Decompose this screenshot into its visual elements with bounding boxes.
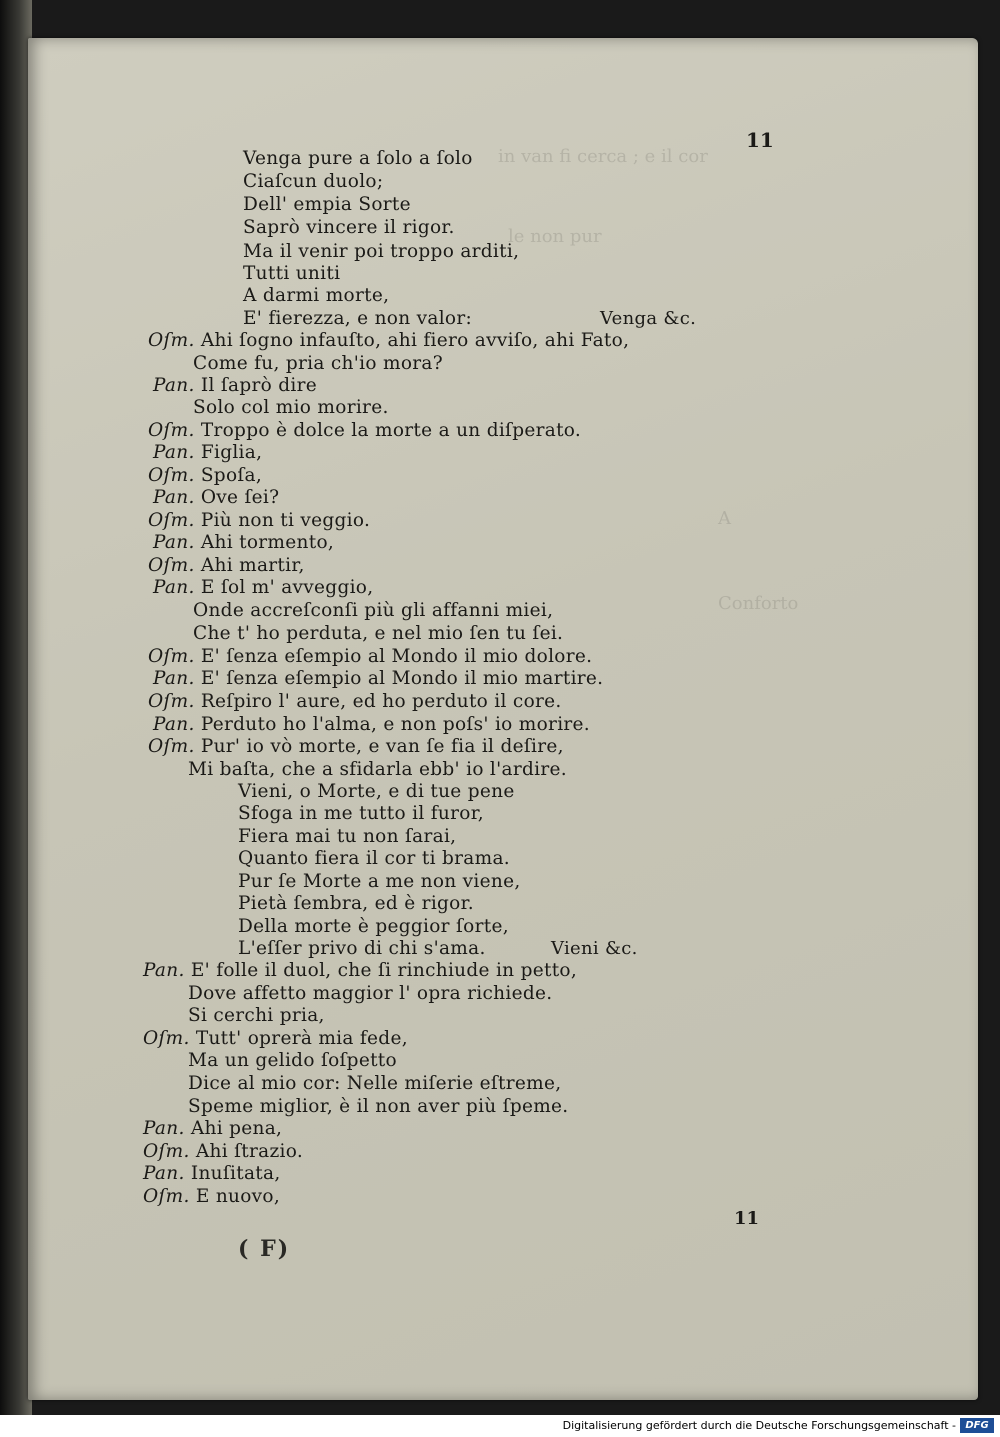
text-line bbox=[143, 960, 577, 982]
verse-text: Sfoga in me tutto il furor, bbox=[238, 803, 484, 824]
text-line bbox=[188, 983, 552, 1005]
speaker-label: Pan. bbox=[153, 375, 195, 396]
verse-text: Pur' io vò morte, e van ſe fia il deſire, bbox=[200, 736, 564, 757]
text-line bbox=[153, 442, 262, 464]
text-line bbox=[188, 1050, 397, 1072]
text-line bbox=[143, 1118, 282, 1140]
page-number: 11 bbox=[746, 128, 774, 152]
text-line bbox=[148, 646, 592, 668]
verse-text: Dell' empia Sorte bbox=[243, 194, 411, 215]
text-line bbox=[143, 1141, 303, 1163]
signature-mark: ( F) bbox=[238, 1236, 291, 1262]
speaker-label: Pan. bbox=[153, 532, 195, 553]
text-line bbox=[238, 781, 515, 803]
text-line bbox=[153, 714, 590, 736]
speaker-label: Oſm. bbox=[143, 1028, 190, 1049]
speaker-label: Oſm. bbox=[143, 1141, 190, 1162]
speaker-label: Pan. bbox=[153, 487, 195, 508]
text-line bbox=[153, 487, 279, 509]
text-line bbox=[193, 397, 389, 419]
verse-text: Speme miglior, è il non aver più ſpeme. bbox=[188, 1096, 569, 1117]
verse-text: Inuſitata, bbox=[190, 1163, 281, 1184]
verse-text: Mi baſta, che a sfidarla ebb' io l'ardire. bbox=[188, 759, 567, 780]
text-line bbox=[243, 241, 519, 263]
verse-text: E ſol m' avveggio, bbox=[200, 577, 374, 598]
text-line bbox=[143, 1186, 280, 1208]
verse-text: Della morte è peggior ſorte, bbox=[238, 916, 509, 937]
text-line bbox=[148, 465, 262, 487]
text-line bbox=[193, 353, 443, 375]
text-line bbox=[148, 691, 562, 713]
bleed-through: in van fi cerca ; e il cor bbox=[498, 146, 708, 167]
verse-text: Perduto ho l'alma, e non poſs' io morire. bbox=[200, 714, 590, 735]
text-line bbox=[238, 848, 510, 870]
verse-text: Quanto fiera il cor ti brama. bbox=[238, 848, 510, 869]
text-line bbox=[148, 330, 629, 352]
text-line bbox=[153, 375, 317, 397]
text-line bbox=[193, 600, 553, 622]
text-line bbox=[238, 871, 521, 893]
verse-text: Vieni, o Morte, e di tue pene bbox=[238, 781, 515, 802]
verse-text: Più non ti veggio. bbox=[200, 510, 371, 531]
verse-text: Tutti uniti bbox=[243, 263, 341, 284]
verse-text: Fiera mai tu non ſarai, bbox=[238, 826, 457, 847]
verse-text: Pietà ſembra, ed è rigor. bbox=[238, 893, 474, 914]
verse-text: E' fierezza, e non valor: bbox=[243, 308, 473, 329]
verse-text: E' ſenza eſempio al Mondo il mio martire. bbox=[200, 668, 604, 689]
speaker-label: Oſm. bbox=[148, 691, 195, 712]
speaker-label: Oſm. bbox=[148, 646, 195, 667]
text-line bbox=[243, 263, 340, 285]
text-line bbox=[153, 577, 373, 599]
verse-text: Ma il venir poi troppo arditi, bbox=[243, 241, 520, 262]
verse-text: Si cerchi pria, bbox=[188, 1005, 325, 1026]
verse-text: E' ſenza eſempio al Mondo il mio dolore. bbox=[200, 646, 593, 667]
text-line bbox=[243, 217, 455, 239]
speaker-label: Oſm. bbox=[148, 420, 195, 441]
verse-text: Dove affetto maggior l' opra richiede. bbox=[188, 983, 553, 1004]
catchword-mark: 11 bbox=[734, 1208, 760, 1229]
footer-bar bbox=[0, 1415, 1000, 1437]
speaker-label: Pan. bbox=[153, 714, 195, 735]
text-line bbox=[148, 555, 305, 577]
verse-text: L'eſſer privo di chi s'ama. bbox=[238, 938, 486, 959]
verse-text: Ma un gelido ſoſpetto bbox=[188, 1050, 397, 1071]
text-line bbox=[243, 308, 472, 330]
text-line bbox=[238, 826, 456, 848]
text-line bbox=[143, 1163, 281, 1185]
speaker-label: Oſm. bbox=[148, 330, 195, 351]
verse-text: Saprò vincere il rigor. bbox=[243, 217, 455, 238]
verse-text: Solo col mio morire. bbox=[193, 397, 389, 418]
book-page bbox=[28, 38, 978, 1400]
text-line bbox=[243, 194, 411, 216]
verse-text: Reſpiro l' aure, ed ho perduto il core. bbox=[200, 691, 562, 712]
verse-text: E nuovo, bbox=[195, 1186, 281, 1207]
speaker-label: Oſm. bbox=[148, 465, 195, 486]
verse-text: A darmi morte, bbox=[243, 285, 390, 306]
speaker-label: Pan. bbox=[153, 442, 195, 463]
da-capo-cue: Vieni &c. bbox=[551, 938, 638, 959]
da-capo-cue: Venga &c. bbox=[600, 308, 697, 329]
verse-text: Che t' ho perduta, e nel mio ſen tu ſei. bbox=[193, 623, 564, 644]
dfg-logo: DFG bbox=[960, 1418, 994, 1433]
text-line bbox=[148, 736, 564, 758]
text-line bbox=[153, 668, 603, 690]
speaker-label: Pan. bbox=[153, 577, 195, 598]
verse-text: Il ſaprò dire bbox=[200, 375, 317, 396]
speaker-label: Pan. bbox=[143, 960, 185, 981]
text-line bbox=[193, 623, 563, 645]
text-line bbox=[188, 1073, 561, 1095]
speaker-label: Pan. bbox=[143, 1163, 185, 1184]
text-line bbox=[143, 1028, 408, 1050]
text-line bbox=[188, 759, 567, 781]
text-line bbox=[153, 532, 334, 554]
bleed-through: le non pur bbox=[508, 226, 602, 247]
footer-credit: Digitalisierung gefördert durch die Deutsche Forschungsgemeinschaft - bbox=[562, 1419, 956, 1432]
speaker-label: Oſm. bbox=[143, 1186, 190, 1207]
verse-text: Ahi martir, bbox=[200, 555, 305, 576]
bleed-through: Conforto bbox=[718, 593, 799, 614]
speaker-label: Oſm. bbox=[148, 555, 195, 576]
verse-text: Ahi ſtrazio. bbox=[195, 1141, 304, 1162]
text-line bbox=[148, 420, 581, 442]
verse-text: Tutt' oprerà mia fede, bbox=[195, 1028, 408, 1049]
verse-text: Spoſa, bbox=[200, 465, 263, 486]
text-line bbox=[238, 893, 474, 915]
verse-text: Ahi ſogno infauſto, ahi fiero avviſo, ahi Fato, bbox=[200, 330, 630, 351]
verse-text: Onde accreſconſi più gli affanni miei, bbox=[193, 600, 554, 621]
verse-text: Ahi pena, bbox=[190, 1118, 283, 1139]
text-line bbox=[188, 1096, 569, 1118]
verse-text: Pur ſe Morte a me non viene, bbox=[238, 871, 521, 892]
bleed-through: A bbox=[718, 508, 731, 529]
verse-text: Dice al mio cor: Nelle miſerie eſtreme, bbox=[188, 1073, 562, 1094]
text-line bbox=[238, 803, 484, 825]
text-line bbox=[243, 148, 473, 170]
verse-text: Come fu, pria ch'io mora? bbox=[193, 353, 443, 374]
text-line bbox=[243, 171, 383, 193]
verse-text: Ciaſcun duolo; bbox=[243, 171, 384, 192]
verse-text: Ahi tormento, bbox=[200, 532, 335, 553]
text-line bbox=[148, 510, 370, 532]
verse-text: Troppo è dolce la morte a un diſperato. bbox=[200, 420, 582, 441]
text-line bbox=[188, 1005, 325, 1027]
speaker-label: Pan. bbox=[153, 668, 195, 689]
text-line bbox=[243, 285, 389, 307]
verse-text: E' folle il duol, che ſi rinchiude in petto, bbox=[190, 960, 578, 981]
verse-text: Venga pure a ſolo a ſolo bbox=[243, 148, 473, 169]
speaker-label: Oſm. bbox=[148, 510, 195, 531]
speaker-label: Pan. bbox=[143, 1118, 185, 1139]
text-line bbox=[238, 938, 486, 960]
speaker-label: Oſm. bbox=[148, 736, 195, 757]
text-line bbox=[238, 916, 509, 938]
verse-text: Ove ſei? bbox=[200, 487, 280, 508]
verse-text: Figlia, bbox=[200, 442, 263, 463]
